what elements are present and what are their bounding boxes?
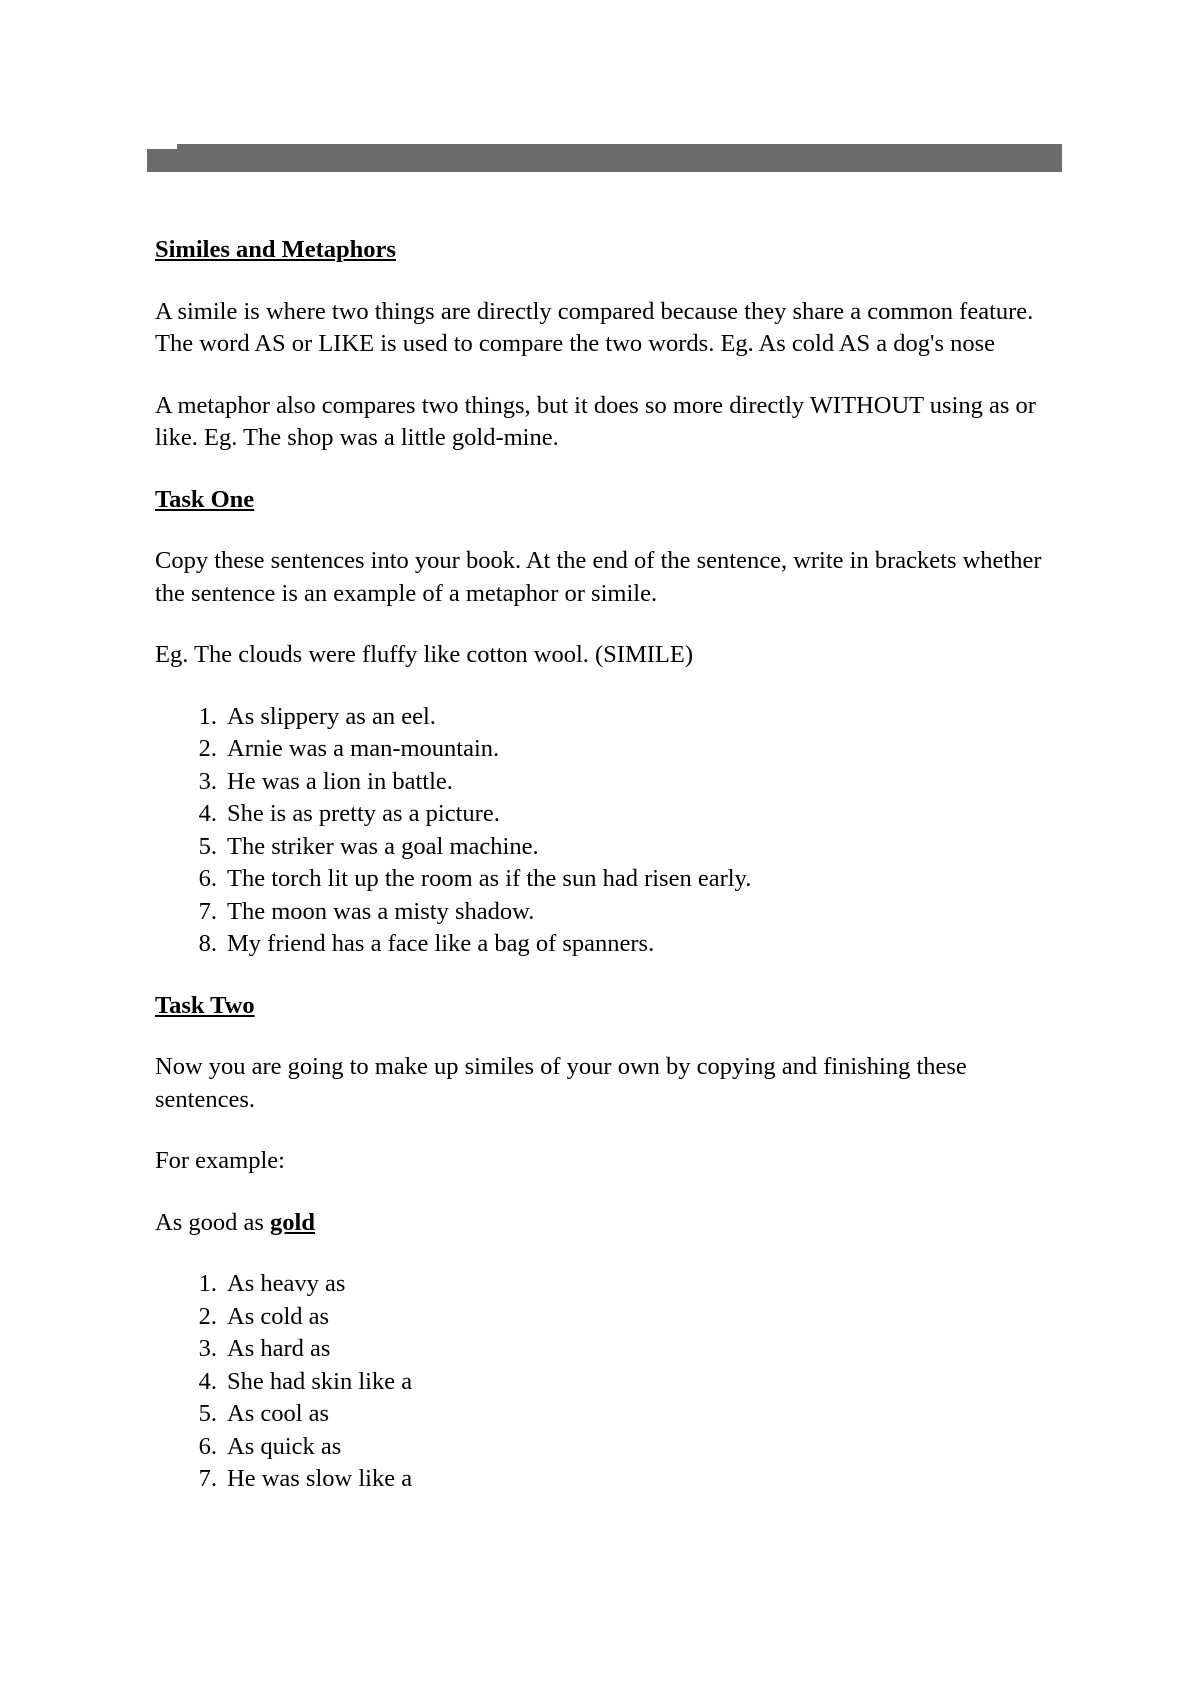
list-item-text: The striker was a goal machine. <box>227 832 539 860</box>
list-item-number: 1. <box>198 702 217 730</box>
list-item-text: As heavy as <box>227 1270 346 1297</box>
list-item <box>155 1463 1065 1496</box>
list-item <box>155 863 1065 896</box>
list-item-text: As slippery as an eel. <box>227 702 436 730</box>
task-two-instructions: Now you are going to make up similes of your own by copying and finishing these sentences. <box>155 1053 967 1113</box>
list-item-text: Arnie was a man-mountain. <box>227 735 500 762</box>
page-title: Similes and Metaphors <box>155 236 396 263</box>
task-two-example <box>155 1207 1065 1240</box>
list-item <box>155 1268 1065 1301</box>
list-item-text: As hard as <box>227 1335 331 1362</box>
list-item-number: 6. <box>198 1432 217 1460</box>
list-item-number: 2. <box>198 1302 217 1330</box>
list-item-number: 8. <box>198 930 217 957</box>
list-item-number: 5. <box>198 832 217 860</box>
header-bar <box>147 144 1062 172</box>
list-item-text: She is as pretty as a picture. <box>227 800 500 827</box>
list-item-number: 7. <box>198 897 217 925</box>
list-item-text: The moon was a misty shadow. <box>227 897 535 925</box>
task-two-list <box>155 1268 1065 1496</box>
list-item-number: 4. <box>198 1367 217 1395</box>
list-item-number: 4. <box>198 800 217 827</box>
list-item <box>155 1398 1065 1431</box>
list-item-text: As cool as <box>227 1400 330 1427</box>
list-item-text: As cold as <box>227 1302 330 1330</box>
list-item-text: He was a lion in battle. <box>227 767 453 795</box>
task-one-instructions: Copy these sentences into your book. At the end of the sentence, write in brackets whether the sentence is an example of a metaphor or simile. <box>155 547 1042 607</box>
list-item <box>155 831 1065 864</box>
for-example-label: For example: <box>155 1147 285 1174</box>
list-item-text: My friend has a face like a bag of spanners. <box>227 930 655 957</box>
example-answer: gold <box>270 1208 315 1236</box>
list-item-text: She had skin like a <box>227 1367 413 1395</box>
list-item <box>155 896 1065 929</box>
list-item-text: He was slow like a <box>227 1465 413 1492</box>
list-item <box>155 1333 1065 1366</box>
list-item-number: 3. <box>198 1335 217 1362</box>
list-item-text: The torch lit up the room as if the sun had risen early. <box>227 865 752 892</box>
list-item <box>155 766 1065 799</box>
list-item <box>155 1431 1065 1464</box>
example-prefix: As good as <box>155 1208 264 1236</box>
list-item <box>155 798 1065 831</box>
list-item-number: 1. <box>198 1270 217 1297</box>
task-one-example: Eg. The clouds were fluffy like cotton wool. (SIMILE) <box>155 641 693 668</box>
list-item <box>155 733 1065 766</box>
list-item-number: 7. <box>198 1465 217 1492</box>
list-item <box>155 1301 1065 1334</box>
document-body <box>155 234 1065 1496</box>
list-item <box>155 1366 1065 1399</box>
list-item-number: 2. <box>198 735 217 762</box>
list-item-number: 5. <box>198 1400 217 1427</box>
list-item <box>155 701 1065 734</box>
task-two-heading: Task Two <box>155 991 255 1019</box>
simile-definition: A simile is where two things are directly compared because they share a common feature. The word AS or LIKE is used to compare the two words. Eg. As cold AS a dog's nose <box>155 297 1034 357</box>
task-one-heading: Task One <box>155 485 255 513</box>
list-item-number: 6. <box>198 865 217 892</box>
task-one-list <box>155 701 1065 961</box>
metaphor-definition: A metaphor also compares two things, but it does so more directly WITHOUT using as or like. Eg. The shop was a little gold-mine. <box>155 391 1036 451</box>
list-item <box>155 928 1065 961</box>
list-item-text: As quick as <box>227 1432 342 1460</box>
header-bar-notch <box>147 144 177 149</box>
list-item-number: 3. <box>198 767 217 795</box>
